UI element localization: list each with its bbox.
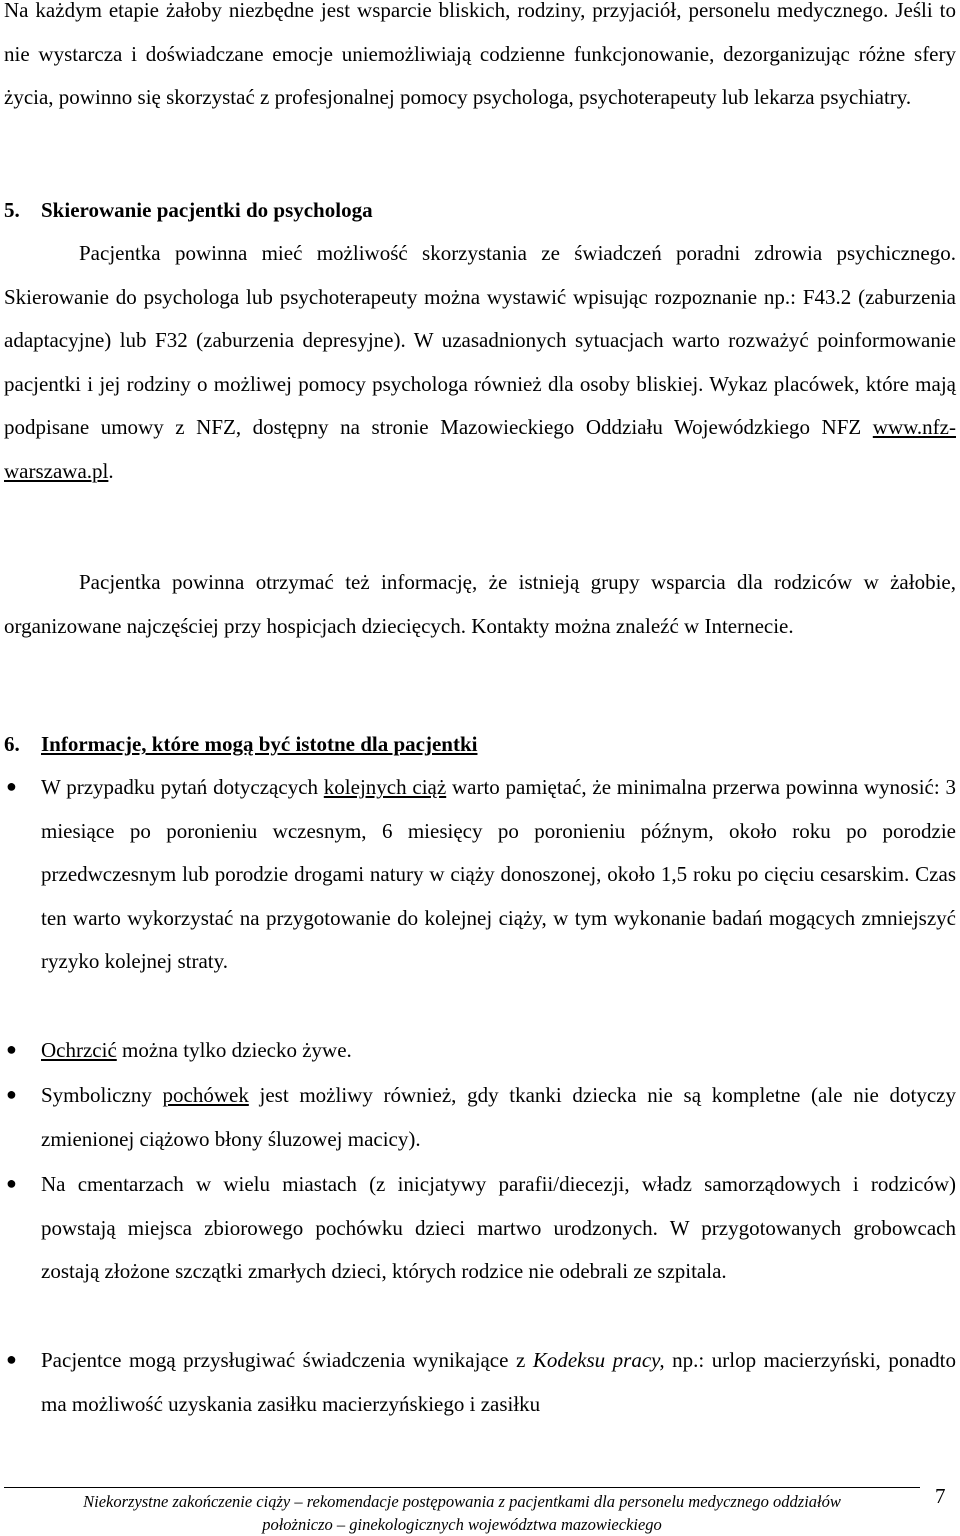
bullet-text bbox=[41, 766, 956, 984]
bullet-text-post: jest możliwy również, gdy tkanki dziecka nie są kompletne (ale nie dotyczy zmienionej ciążowo błony śluzowej macicy). bbox=[41, 1083, 957, 1151]
bullet-text-pre: W przypadku pytań dotyczących bbox=[41, 775, 324, 799]
bullet-icon: ● bbox=[6, 1173, 17, 1193]
section-6-number: 6. bbox=[4, 732, 20, 756]
section-5-title: Skierowanie pacjentki do psychologa bbox=[41, 198, 373, 222]
bullet-text-post: np.: urlop macierzyński, ponadto ma możliwość uzyskania zasiłku macierzyńskiego i zasiłku bbox=[41, 1348, 956, 1416]
bullet-text-post: warto pamiętać, że minimalna przerwa powinna wynosić: 3 miesiące po poronieniu wczesnym, 6 miesięcy po poronieniu późnym, około roku po porodzie przedwczesnym lub porodzie drogami natury w ciąży donoszonej, około 1,5 roku po cięciu cesarskim. Czas ten warto wykorzystać na przygotowanie do kolejnej ciąży, w tym wykonanie badań mogących zmniejszyć ryzyko kolejnej straty. bbox=[41, 775, 956, 974]
bullet-icon: ● bbox=[6, 1349, 17, 1369]
bullet-icon: ● bbox=[6, 1084, 17, 1104]
section-5-number: 5. bbox=[4, 198, 20, 222]
section-5-text-2: Pacjentka powinna otrzymać też informację, że istnieją grupy wsparcia dla rodziców w żałobie, organizowane najczęściej przy hospicjach dziecięcych. Kontakty można znaleźć w Internecie. bbox=[4, 570, 956, 638]
section-5-text-a: Pacjentka powinna mieć możliwość skorzystania ze świadczeń poradni zdrowia psychicznego. Skierowanie do psychologa lub psychoterapeuty można wystawić wpisując rozpoznanie np.: F43.2 (zaburzenia adaptacyjne) lub F32 (zaburzenia depresyjne). W uzasadnionych sytuacjach warto rozważyć poinformowanie pacjentki i jej rodziny o możliwej pomocy psychologa również dla osoby bliskiej. Wykaz placówek, które mają podpisane umowy z NFZ, dostępny na stronie Mazowieckiego Oddziału Wojewódzkiego NFZ bbox=[4, 241, 956, 440]
section-5-text-b: . bbox=[108, 458, 114, 483]
section-5-heading bbox=[4, 196, 373, 224]
bullet-link[interactable]: pochówek bbox=[162, 1083, 249, 1107]
footer-divider bbox=[4, 1487, 920, 1488]
bullet-link[interactable]: kolejnych ciąż bbox=[323, 775, 447, 799]
intro-text: Na każdym etapie żałoby niezbędne jest wsparcie bliskich, rodziny, przyjaciół, personelu medycznego. Jeśli to nie wystarcza i doświadczane emocje uniemożliwiają codzienne funkcjonowanie, dezorganizując różne sfery życia, powinno się skorzystać z profesjonalnej pomocy psychologa, psychoterapeuty lub lekarza psychiatry. bbox=[4, 0, 956, 110]
bullet-text-pre: Pacjentce mogą przysługiwać świadczenia wynikające z bbox=[41, 1348, 533, 1372]
section-5-paragraph-2 bbox=[4, 561, 956, 648]
nfz-link[interactable]: www.nfz-warszawa.pl bbox=[4, 415, 956, 483]
bullet-link[interactable]: Ochrzcić bbox=[41, 1038, 117, 1062]
bullet-text bbox=[41, 1339, 956, 1426]
page-number: 7 bbox=[935, 1484, 946, 1508]
bullet-text bbox=[41, 1029, 956, 1073]
bullet-text bbox=[41, 1163, 956, 1294]
bullet-icon: ● bbox=[6, 1039, 17, 1059]
section-5-paragraph-1 bbox=[4, 232, 956, 494]
bullet-text-post: można tylko dziecko żywe. bbox=[116, 1038, 352, 1062]
intro-paragraph bbox=[4, 0, 956, 120]
bullet-icon: ● bbox=[6, 776, 17, 796]
section-6-title: Informacje, które mogą być istotne dla pacjentki bbox=[41, 732, 478, 756]
footer-line-1: Niekorzystne zakończenie ciąży – rekomendacje postępowania z pacjentkami dla personelu medycznego oddziałów bbox=[83, 1492, 841, 1511]
bullet-italic-ref: Kodeksu pracy, bbox=[532, 1348, 665, 1372]
bullet-text bbox=[41, 1074, 956, 1161]
bullet-text-pre: Symboliczny bbox=[41, 1083, 163, 1107]
section-6-heading bbox=[4, 730, 477, 758]
footer bbox=[4, 1490, 920, 1536]
footer-line-2: położniczo – ginekologicznych województwa mazowieckiego bbox=[262, 1515, 662, 1534]
bullet-text-pre: Na cmentarzach w wielu miastach (z inicjatywy parafii/diecezji, władz samorządowych i rodziców) powstają miejsca zbiorowego pochówku dzieci martwo urodzonych. W przygotowanych grobowcach zostają złożone szczątki zmarłych dzieci, których rodzice nie odebrali ze szpitala. bbox=[41, 1172, 956, 1284]
